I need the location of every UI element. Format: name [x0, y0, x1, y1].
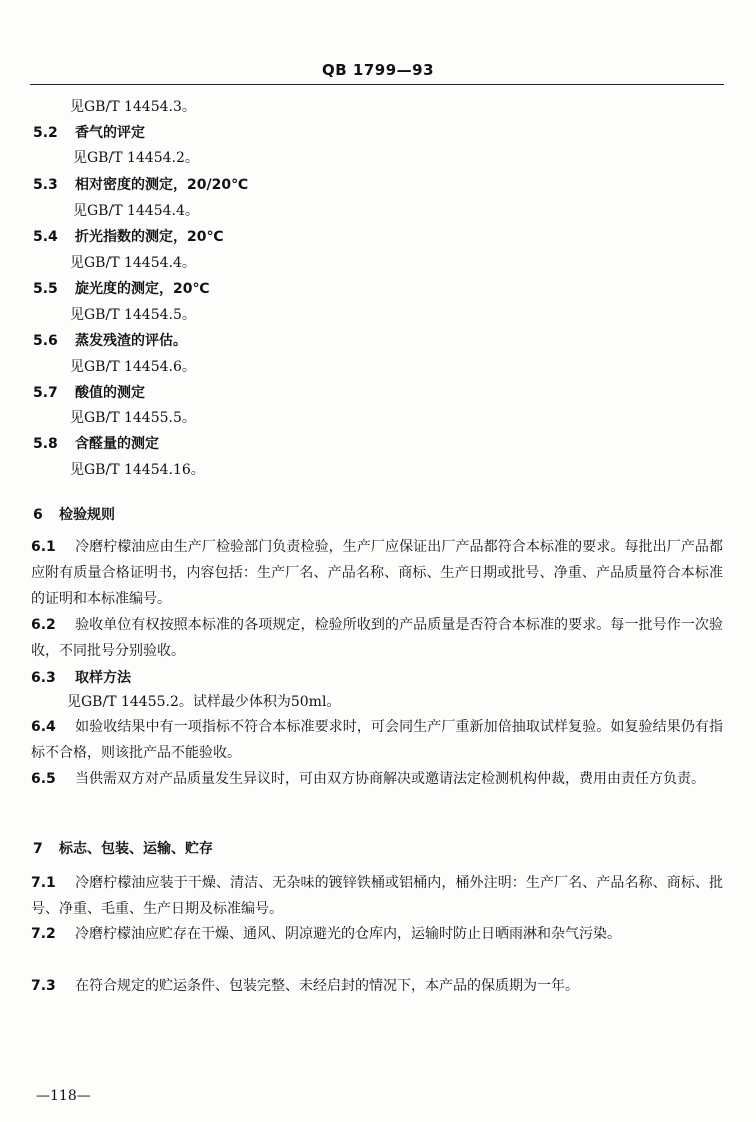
- paragraph-7-1: [31, 870, 723, 922]
- paragraph-number: 6.1: [31, 539, 56, 555]
- item-5-4: [33, 228, 223, 246]
- section-title: 标志、包装、运输、贮存: [59, 841, 213, 857]
- paragraph-6-5: [31, 766, 723, 792]
- item-title: 旋光度的测定，20℃: [75, 281, 210, 297]
- paragraph-text: 冷磨柠檬油应由生产厂检验部门负责检验，生产厂应保证出厂产品都符合本标准的要求。每批出厂产品都应附有质量合格证明书，内容包括：生产厂名、产品名称、商标、生产日期或批号、净重、产品质量符合本标准的证明和本标准编号。: [31, 539, 723, 607]
- ref-line: 见GB/T 14454.5。: [70, 307, 196, 323]
- item-number: 6.3: [31, 670, 56, 686]
- item-number: 5.8: [33, 436, 58, 452]
- item-5-2: [33, 124, 145, 142]
- paragraph-number: 6.2: [31, 617, 56, 633]
- item-number: 5.3: [33, 177, 58, 193]
- item-5-3: [33, 176, 248, 194]
- paragraph-6-4: [31, 714, 723, 766]
- section-number: 7: [33, 841, 43, 857]
- item-number: 5.2: [33, 125, 58, 141]
- ref-line: 见GB/T 14454.4。: [70, 255, 196, 271]
- paragraph-text: 在符合规定的贮运条件、包装完整、未经启封的情况下，本产品的保质期为一年。: [75, 978, 579, 994]
- item-title: 含醛量的测定: [75, 436, 159, 452]
- item-number: 5.4: [33, 229, 58, 245]
- ref-line-5-1: 见GB/T 14454.3。: [70, 99, 196, 115]
- ref-line: 见GB/T 14454.6。: [70, 359, 196, 375]
- paragraph-number: 7.2: [31, 926, 56, 942]
- page-number: —118—: [36, 1088, 91, 1104]
- item-title: 取样方法: [75, 670, 131, 686]
- paragraph-6-1: [31, 534, 723, 612]
- ref-line: 见GB/T 14454.2。: [73, 150, 199, 166]
- ref-line: 见GB/T 14455.5。: [70, 410, 196, 426]
- paragraph-number: 7.1: [31, 875, 56, 891]
- paragraph-text: 如验收结果中有一项指标不符合本标准要求时，可会同生产厂重新加倍抽取试样复验。如复验结果仍有指标不合格，则该批产品不能验收。: [31, 719, 723, 761]
- paragraph-text: 冷磨柠檬油应贮存在干燥、通风、阴凉避光的仓库内，运输时防止日晒雨淋和杂气污染。: [75, 926, 621, 942]
- section-title: 检验规则: [59, 507, 115, 523]
- item-title: 相对密度的测定，20/20℃: [75, 177, 249, 193]
- paragraph-text: 当供需双方对产品质量发生异议时，可由双方协商解决或邀请法定检测机构仲裁，费用由责任方负责。: [75, 771, 705, 787]
- section-number: 6: [33, 507, 43, 523]
- item-5-7: [33, 384, 145, 402]
- header-divider: [30, 84, 724, 85]
- paragraph-text: 冷磨柠檬油应装于干燥、清洁、无杂味的镀锌铁桶或铝桶内，桶外注明：生产厂名、产品名称、商标、批号、净重、毛重、生产日期及标准编号。: [31, 875, 723, 917]
- item-title: 香气的评定: [75, 125, 145, 141]
- item-number: 5.6: [33, 333, 58, 349]
- ref-line: 见GB/T 14454.16。: [70, 462, 205, 478]
- item-5-8: [33, 435, 159, 453]
- item-number: 5.5: [33, 281, 58, 297]
- item-5-5: [33, 280, 209, 298]
- paragraph-number: 6.4: [31, 719, 56, 735]
- sampling-ref-line: 见GB/T 14455.2。试样最少体积为50ml。: [67, 694, 341, 710]
- ref-line: 见GB/T 14454.4。: [73, 203, 199, 219]
- item-title: 蒸发残渣的评估。: [75, 333, 187, 349]
- item-title: 折光指数的测定，20℃: [75, 229, 224, 245]
- paragraph-7-3: [31, 973, 723, 999]
- paragraph-number: 7.3: [31, 978, 56, 994]
- standard-code-header: QB 1799—93: [321, 61, 435, 79]
- item-title: 酸值的测定: [75, 385, 145, 401]
- item-6-3: [31, 669, 131, 687]
- paragraph-7-2: [31, 921, 723, 947]
- paragraph-number: 6.5: [31, 771, 56, 787]
- paragraph-6-2: [31, 612, 723, 664]
- section-6-heading: [33, 504, 115, 524]
- paragraph-text: 验收单位有权按照本标准的各项规定，检验所收到的产品质量是否符合本标准的要求。每一批号作一次验收，不同批号分别验收。: [31, 617, 723, 659]
- section-7-heading: [33, 838, 213, 858]
- item-5-6: [33, 332, 187, 350]
- item-number: 5.7: [33, 385, 58, 401]
